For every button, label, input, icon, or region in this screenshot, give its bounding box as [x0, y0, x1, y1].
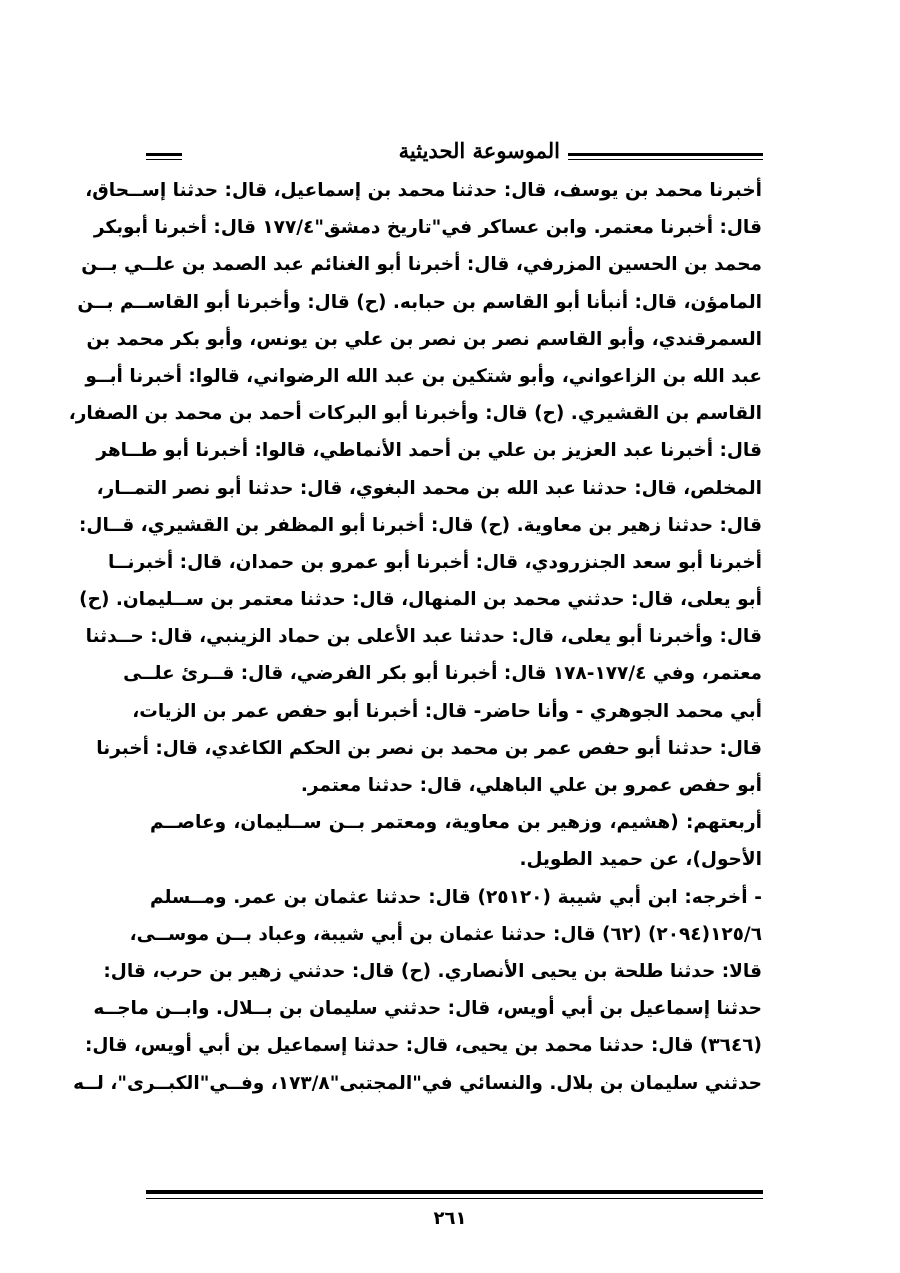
header-rule-right-thin	[568, 159, 763, 160]
text-line: محمد بن الحسين المزرفي، قال: أخبرنا أبو الغنائم عبد الصمد بن علــي بــن	[81, 254, 762, 276]
page-number: ٢٦١	[433, 1208, 467, 1229]
text-line: قال: أخبرنا معتمر. وابن عساكر في"تاريخ دمشق"١٧٧/٤ قال: أخبرنا أبوبكر	[93, 217, 762, 239]
text-line: أبو يعلى، قال: حدثني محمد بن المنهال، قال: حدثنا معتمر بن ســليمان. (ح)	[79, 589, 762, 611]
text-line: قال: حدثنا أبو حفص عمر بن محمد بن نصر بن الحكم الكاغدي، قال: أخبرنا	[96, 737, 762, 759]
header-rule-left-thin	[146, 159, 182, 160]
text-line: ١٢٥/٦(٢٠٩٤) (٦٢) قال: حدثنا عثمان بن أبي شيبة، وعباد بــن موســى،	[129, 923, 762, 945]
text-line: أبو حفص عمرو بن علي الباهلي، قال: حدثنا معتمر.	[300, 775, 762, 796]
header-title: الموسوعة الحديثية	[398, 138, 560, 163]
text-line: المامؤن، قال: أنبأنا أبو القاسم بن حبابه. (ح) قال: وأخبرنا أبو القاســم بــن	[77, 291, 762, 313]
text-line: القاسم بن القشيري. (ح) قال: وأخبرنا أبو البركات أحمد بن محمد بن الصفار،	[68, 403, 762, 425]
text-line: أخبرنا محمد بن يوسف، قال: حدثنا محمد بن إسماعيل، قال: حدثنا إســحاق،	[85, 180, 762, 201]
body-text	[68, 172, 762, 1102]
running-header	[146, 136, 763, 166]
text-line: المخلص، قال: حدثنا عبد الله بن محمد البغوي، قال: حدثنا أبو نصر التمــار،	[96, 477, 762, 499]
text-line: الأحول)، عن حميد الطويل.	[519, 849, 762, 871]
text-line: أربعتهم: (هشيم، وزهير بن معاوية، ومعتمر بــن ســليمان، وعاصــم	[150, 812, 762, 834]
header-rule-right	[568, 153, 763, 156]
header-rule-left	[146, 153, 182, 156]
text-line: السمرقندي، وأبو القاسم نصر بن نصر بن علي بن يونس، وأبو بكر محمد بن	[86, 328, 762, 350]
footer-rule-thin	[146, 1198, 763, 1199]
text-line: قال: حدثنا زهير بن معاوية. (ح) قال: أخبرنا أبو المظفر بن القشيري، قــال:	[79, 514, 762, 536]
text-line: - أخرجه: ابن أبي شيبة (٢٥١٢٠) قال: حدثنا عثمان بن عمر. ومــسلم	[150, 886, 762, 908]
text-line: قال: أخبرنا عبد العزيز بن علي بن أحمد الأنماطي، قالوا: أخبرنا أبو طــاهر	[96, 440, 762, 462]
text-line: معتمر، وفي ١٧٧/٤-١٧٨ قال: أخبرنا أبو بكر الفرضي، قال: قــرئ علــى	[123, 663, 762, 685]
text-line: قال: وأخبرنا أبو يعلى، قال: حدثنا عبد الأعلى بن حماد الزينبي، قال: حــدثنا	[85, 626, 762, 648]
text-line: عبد الله بن الزاعواني، وأبو شتكين بن عبد الله الرضواني، قالوا: أخبرنا أبــو	[85, 365, 762, 387]
text-line: حدثني سليمان بن بلال. والنسائي في"المجتبى"١٧٣/٨، وفــي"الكبــرى"، لــه	[73, 1072, 762, 1094]
text-line: أخبرنا أبو سعد الجنزرودي، قال: أخبرنا أبو عمرو بن حمدان، قال: أخبرنــا	[107, 551, 762, 573]
text-line: (٣٦٤٦) قال: حدثنا محمد بن يحيى، قال: حدثنا إسماعيل بن أبي أويس، قال:	[84, 1035, 762, 1057]
text-line: أبي محمد الجوهري - وأنا حاضر- قال: أخبرنا أبو حفص عمر بن الزيات،	[132, 700, 762, 722]
text-line: قالا: حدثنا طلحة بن يحيى الأنصاري. (ح) قال: حدثني زهير بن حرب، قال:	[103, 960, 762, 982]
text-line: حدثنا إسماعيل بن أبي أويس، قال: حدثني سليمان بن بــلال. وابــن ماجــه	[93, 998, 762, 1020]
footer-rule	[146, 1190, 763, 1194]
